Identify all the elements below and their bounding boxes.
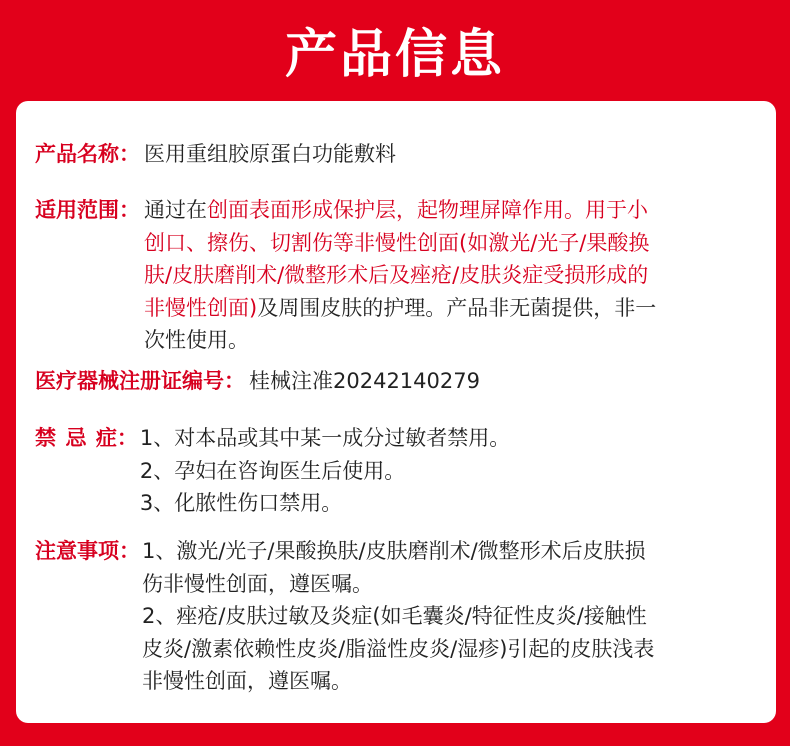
scope-line (144, 259, 756, 292)
notes-list (140, 535, 756, 698)
scope-label: 适用范围： (35, 198, 140, 222)
scope-text-plain: 次性使用。 (144, 328, 249, 352)
contraindications-label-char: 忌 (65, 426, 87, 450)
page-title: 产品信息 (284, 25, 505, 85)
contraindications-list (138, 422, 756, 520)
product-name-value: 医用重组胶原蛋白功能敷料 (144, 142, 396, 166)
scope-text-plain: 通过在 (144, 198, 207, 222)
notes-row (35, 535, 756, 698)
contraindications-label (35, 422, 138, 520)
contraindications-label-char: 禁 (35, 426, 56, 450)
scope-text (140, 194, 756, 357)
scope-line (144, 194, 756, 227)
contraindications-label-char: 症： (95, 426, 138, 450)
notes-line: 1、激光/光子/果酸换肤/皮肤磨削术/微整形术后皮肤损 (142, 539, 646, 563)
notes-label: 注意事项： (35, 539, 140, 563)
scope-row (35, 194, 756, 357)
scope-text-highlight: 肤/皮肤磨削术/微整形术后及痤疮/皮肤炎症受损形成的 (144, 263, 649, 287)
registration-row (35, 365, 756, 398)
notes-line: 2、痤疮/皮肤过敏及炎症(如毛囊炎/特征性皮炎/接触性 (142, 604, 647, 628)
scope-line (144, 292, 756, 325)
product-name-row (35, 138, 756, 171)
contraindication-item: 2、孕妇在咨询医生后使用。 (139, 458, 406, 483)
info-card (16, 101, 776, 723)
scope-text-highlight: 创面表面形成保护层，起物理屏障作用。用于小 (207, 198, 648, 222)
registration-label: 医疗器械注册证编号： (35, 369, 245, 393)
scope-line (144, 227, 756, 260)
scope-text-highlight: 非慢性创面) (144, 295, 258, 320)
product-name-label: 产品名称： (35, 142, 140, 166)
notes-line: 皮炎/激素依赖性皮炎/脂溢性皮炎/湿疹)引起的皮肤浅表 (142, 636, 655, 661)
notes-line: 非慢性创面，遵医嘱。 (142, 669, 352, 693)
contraindications-row (35, 422, 756, 520)
scope-text-highlight: 创口、擦伤、切割伤等非慢性创面(如激光/光子/果酸换 (144, 230, 650, 255)
scope-line (144, 324, 756, 357)
contraindication-item: 3、化脓性伤口禁用。 (139, 491, 343, 515)
notes-line: 伤非慢性创面，遵医嘱。 (142, 571, 373, 596)
contraindication-item: 1、对本品或其中某一成分过敏者禁用。 (139, 426, 511, 450)
scope-text-plain: 及周围皮肤的护理。产品非无菌提供，非一 (257, 295, 657, 320)
registration-value: 桂械注准20242140279 (249, 369, 480, 393)
